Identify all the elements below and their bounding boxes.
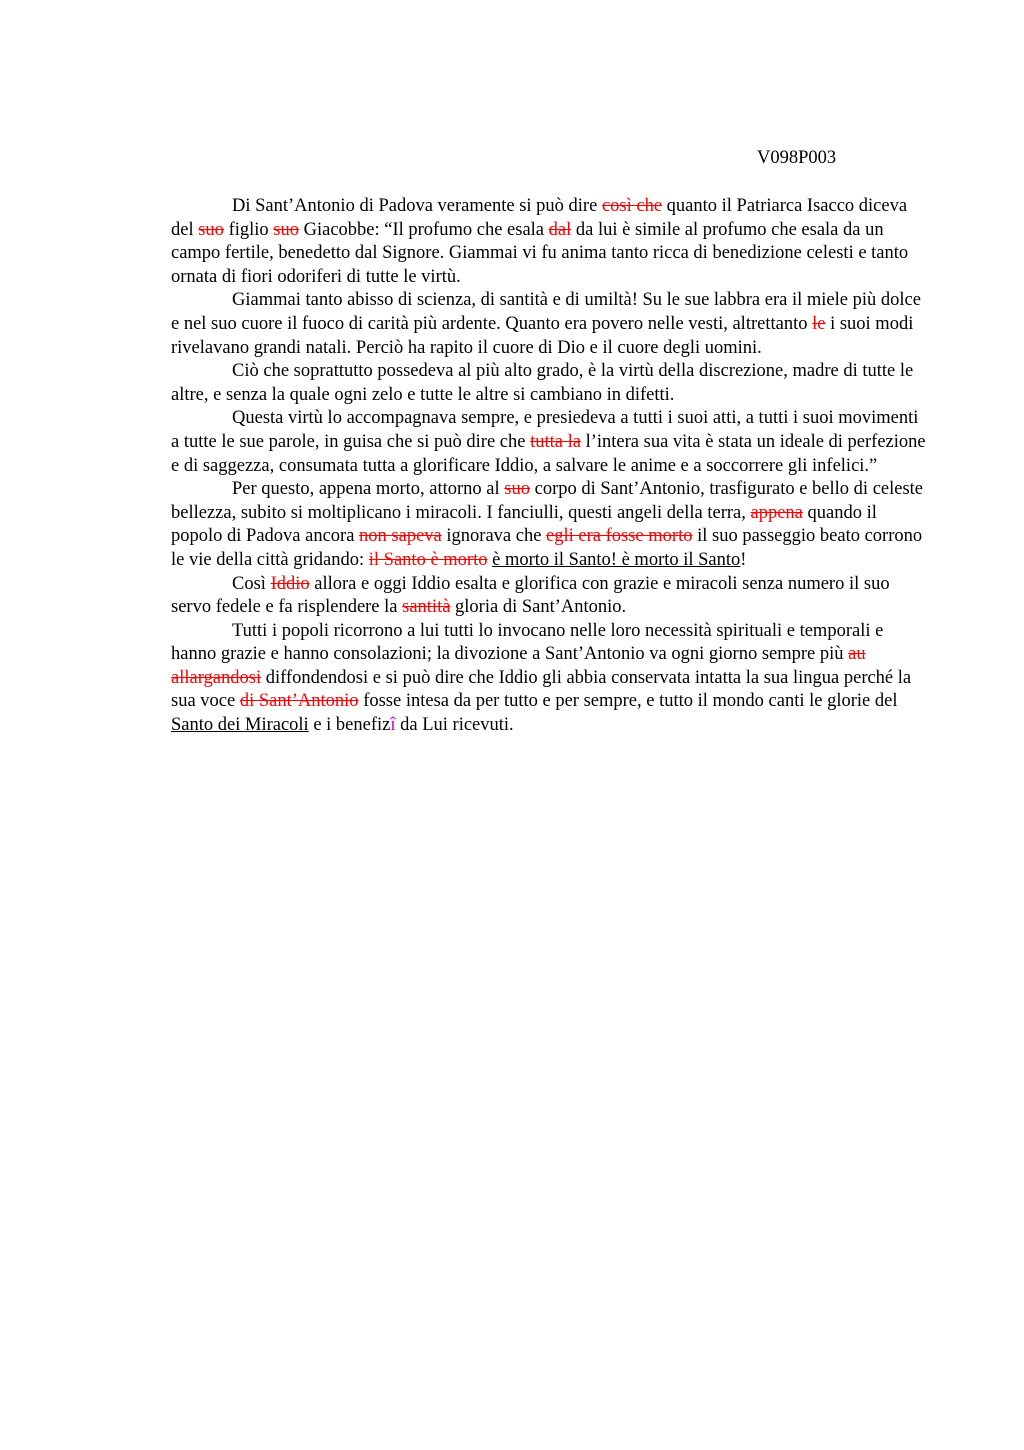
- document-body: [171, 195, 931, 738]
- paragraph: [171, 289, 931, 360]
- deleted-text: egli era fosse morto: [546, 526, 693, 547]
- deleted-text: le: [812, 313, 826, 334]
- text-run: Così: [232, 573, 271, 594]
- text-run: da lui è simile al profumo che esala da un campo fertile, benedetto dal Signore. Giammai vi fu anima tanto ricca di benedizione celesti e tanto ornata di fiori odoriferi di tutte le virtù.: [171, 219, 909, 287]
- inserted-text: Santo dei Miracoli: [171, 715, 309, 736]
- deleted-text: così che: [601, 196, 663, 216]
- deleted-text: au allargandosi: [171, 644, 866, 688]
- text-run: allora e oggi Iddio esalta e glorifica con grazie e miracoli senza numero il suo servo fedele e fa risplendere la: [171, 573, 890, 618]
- text-run: Di Sant’Antonio di Padova veramente si può dire: [232, 196, 602, 216]
- text-run: quanto il Patriarca Isacco diceva del: [171, 196, 908, 240]
- deleted-text: tutta la: [530, 431, 581, 452]
- text-run: e i benefiz: [308, 715, 391, 736]
- text-run: Giammai tanto abisso di scienza, di santità e di umiltà! Su le sue labbra era il miele più dolce e nel suo cuore il fuoco di carità più ardente. Quanto era povero nelle vesti, altrettanto: [171, 290, 921, 334]
- deleted-text: non sapeva: [359, 526, 442, 547]
- deleted-text: suo: [198, 219, 224, 240]
- deleted-text: suo: [273, 219, 299, 240]
- text-run: il suo passeggio beato corrono le vie della città gridando:: [171, 526, 923, 570]
- text-run: quando il popolo di Padova ancora: [171, 502, 877, 547]
- text-run: da Lui ricevuti.: [395, 715, 514, 736]
- document-id: V098P003: [757, 148, 837, 168]
- text-run: Giacobbe: “Il profumo che esala: [298, 219, 549, 240]
- text-run: Ciò che soprattutto possedeva al più alto grado, è la virtù della discrezione, madre di tutte le altre, e senza la quale ogni zelo e tutte le altre si cambiano in difetti.: [171, 361, 914, 405]
- paragraph: [171, 573, 931, 620]
- text-run: gloria di Sant’Antonio.: [450, 597, 627, 618]
- text-run: Per questo, appena morto, attorno al: [232, 479, 505, 500]
- text-run: fosse intesa da per tutto e per sempre, e tutto il mondo canti le glorie del: [358, 691, 898, 712]
- text-run: ignorava che: [441, 526, 547, 547]
- text-run: Tutti i popoli ricorrono a lui tutti lo invocano nelle loro necessità spirituali e temporali e hanno grazie e hanno consolazioni; la divozione a Sant’Antonio va ogni giorno sempre più: [171, 620, 884, 665]
- text-run: !: [740, 549, 747, 570]
- deleted-text: santità: [402, 597, 451, 618]
- text-run: diffondendosi e si può dire che Iddio gli abbia conservata intatta la sua lingua perché la sua voce: [171, 667, 912, 712]
- deleted-text: Iddio: [270, 573, 310, 594]
- deleted-text: appena: [750, 502, 803, 523]
- text-run: figlio: [223, 219, 274, 240]
- accented-char: î: [390, 715, 396, 736]
- text-run: corpo di Sant’Antonio, trasfigurato e bello di celeste bellezza, subito si moltiplicano i miracoli. I fanciulli, questi angeli della terra,: [171, 479, 924, 523]
- deleted-text: di Sant’Antonio: [239, 691, 359, 712]
- paragraph: [171, 478, 931, 572]
- paragraph: [171, 195, 931, 289]
- paragraph: [171, 407, 931, 478]
- paragraph: [171, 360, 931, 407]
- text-run: l’intera sua vita è stata un ideale di perfezione e di saggezza, consumata tutta a glorificare Iddio, a salvare le anime e a soccorrere gli infelici.”: [171, 431, 926, 476]
- text-run: i suoi modi rivelavano grandi natali. Perciò ha rapito il cuore di Dio e il cuore degli uomini.: [171, 313, 914, 358]
- paragraph: [171, 620, 931, 738]
- deleted-text: il Santo è morto: [368, 549, 488, 570]
- deleted-text: suo: [504, 479, 530, 500]
- text-run: Questa virtù lo accompagnava sempre, e presiedeva a tutti i suoi atti, a tutti i suoi movimenti a tutte le sue parole, in guisa che si può dire che: [171, 408, 919, 452]
- inserted-text: è morto il Santo! è morto il Santo: [492, 549, 741, 570]
- deleted-text: dal: [548, 219, 572, 240]
